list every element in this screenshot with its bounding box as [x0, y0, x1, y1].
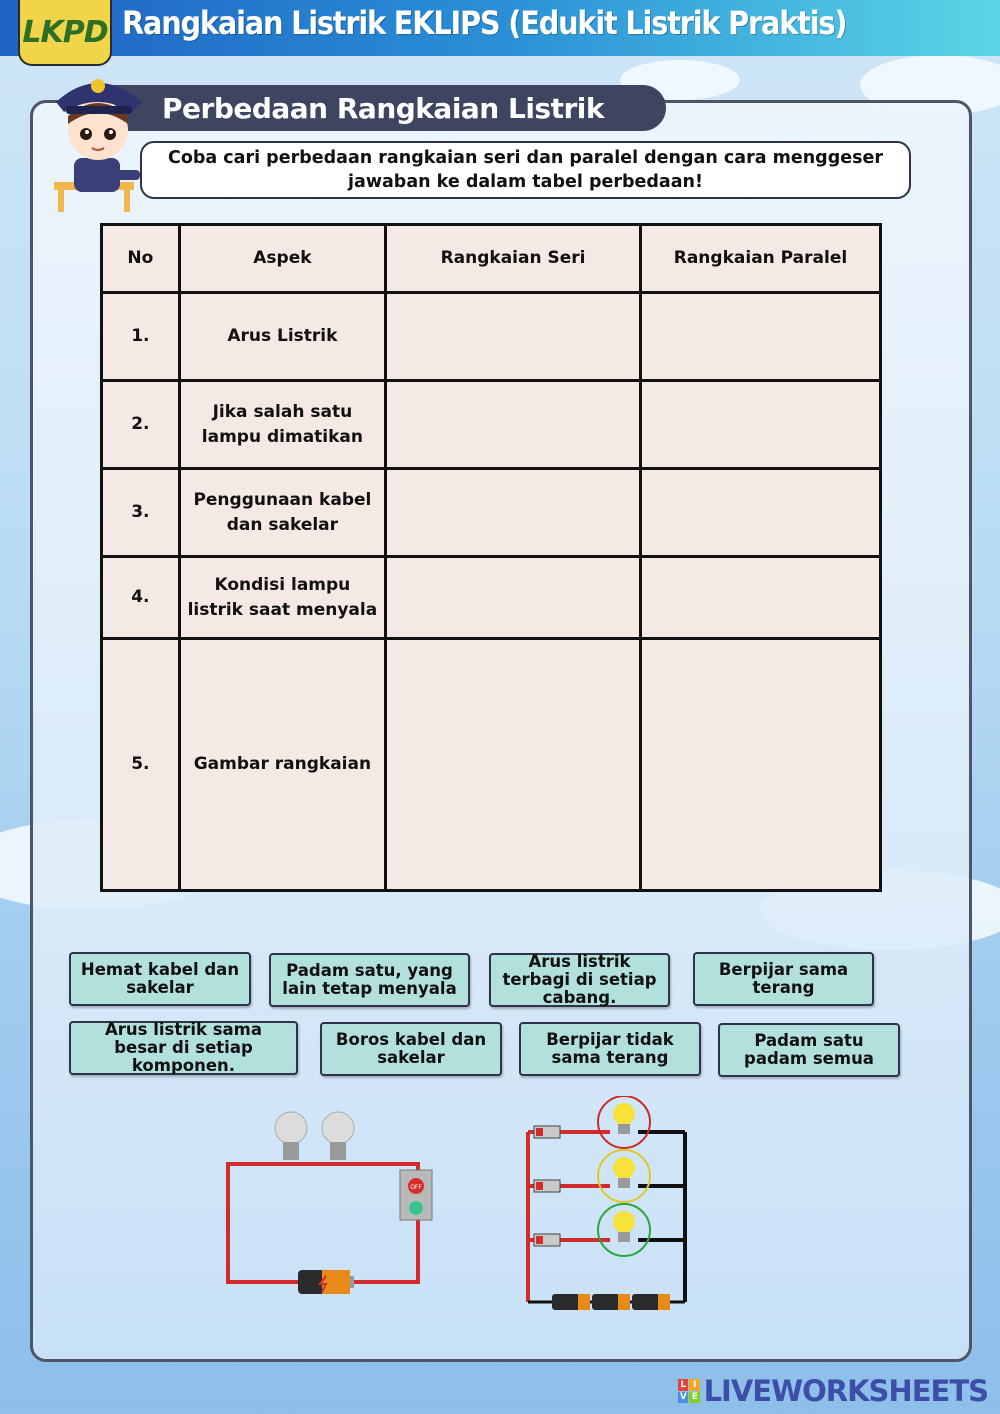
row-number: 2.	[102, 381, 180, 469]
drop-zone-seri[interactable]	[386, 557, 641, 639]
switch-label: OFF	[410, 1184, 422, 1191]
drop-zone-seri[interactable]	[386, 293, 641, 381]
parallel-circuit-diagram[interactable]	[520, 1096, 692, 1310]
answer-chip[interactable]: Arus listrik sama besar di setiap komponen.	[69, 1021, 298, 1075]
row-number: 5.	[102, 639, 180, 891]
header-paralel: Rangkaian Paralel	[640, 225, 880, 293]
row-aspect: Kondisi lampu listrik saat menyala	[179, 557, 385, 639]
comparison-table	[100, 223, 882, 892]
series-circuit-diagram[interactable]	[222, 1106, 442, 1306]
answer-chip[interactable]: Berpijar sama terang	[693, 952, 874, 1006]
brand-name: LIVEWORKSHEETS	[703, 1374, 988, 1408]
header-no: No	[102, 225, 180, 293]
bulb-icon	[275, 1112, 307, 1160]
drop-zone-seri[interactable]	[386, 469, 641, 557]
liveworksheets-icon: L I V E	[678, 1379, 700, 1403]
drop-zone-paralel[interactable]	[640, 293, 880, 381]
table-row	[102, 381, 881, 469]
table-row	[102, 557, 881, 639]
answer-chip[interactable]: Padam satu, yang lain tetap menyala	[269, 953, 470, 1007]
row-number: 1.	[102, 293, 180, 381]
table-row	[102, 293, 881, 381]
row-number: 3.	[102, 469, 180, 557]
drop-zone-seri[interactable]	[386, 639, 641, 891]
table-header-row	[102, 225, 881, 293]
police-mascot-icon	[46, 62, 154, 216]
switch-icon	[534, 1234, 560, 1246]
row-aspect: Penggunaan kabel dan sakelar	[179, 469, 385, 557]
instruction-bubble: Coba cari perbedaan rangkaian seri dan paralel dengan cara menggeser jawaban ke dalam tabel perbedaan!	[140, 141, 911, 199]
switch-icon	[534, 1126, 560, 1138]
answer-chip[interactable]: Padam satu padam semua	[718, 1023, 900, 1077]
answer-chip[interactable]: Arus listrik terbagi di setiap cabang.	[489, 953, 670, 1007]
section-title: Perbedaan Rangkaian Listrik	[112, 85, 666, 131]
answer-chip[interactable]: Hemat kabel dan sakelar	[69, 952, 251, 1006]
header-seri: Rangkaian Seri	[386, 225, 641, 293]
battery-icon	[552, 1294, 670, 1310]
switch-icon	[534, 1180, 560, 1192]
battery-icon	[298, 1270, 354, 1294]
drop-zone-paralel[interactable]	[640, 381, 880, 469]
lkpd-badge: LKPD	[18, 0, 112, 66]
table-row	[102, 469, 881, 557]
row-number: 4.	[102, 557, 180, 639]
bulb-icon	[613, 1103, 635, 1134]
answer-chip[interactable]: Berpijar tidak sama terang	[519, 1022, 701, 1076]
row-aspect: Arus Listrik	[179, 293, 385, 381]
page-title: Rangkaian Listrik EKLIPS (Edukit Listrik Praktis)	[122, 4, 847, 42]
row-aspect: Gambar rangkaian	[179, 639, 385, 891]
drop-zone-paralel[interactable]	[640, 557, 880, 639]
drop-zone-seri[interactable]	[386, 381, 641, 469]
bulb-icon	[613, 1211, 635, 1242]
switch-icon	[400, 1170, 432, 1220]
header-aspek: Aspek	[179, 225, 385, 293]
answer-chip[interactable]: Boros kabel dan sakelar	[320, 1022, 502, 1076]
drop-zone-paralel[interactable]	[640, 469, 880, 557]
bulb-icon	[613, 1157, 635, 1188]
liveworksheets-logo	[678, 1374, 988, 1408]
drop-zone-paralel[interactable]	[640, 639, 880, 891]
table-row	[102, 639, 881, 891]
bulb-icon	[322, 1112, 354, 1160]
row-aspect: Jika salah satu lampu dimatikan	[179, 381, 385, 469]
